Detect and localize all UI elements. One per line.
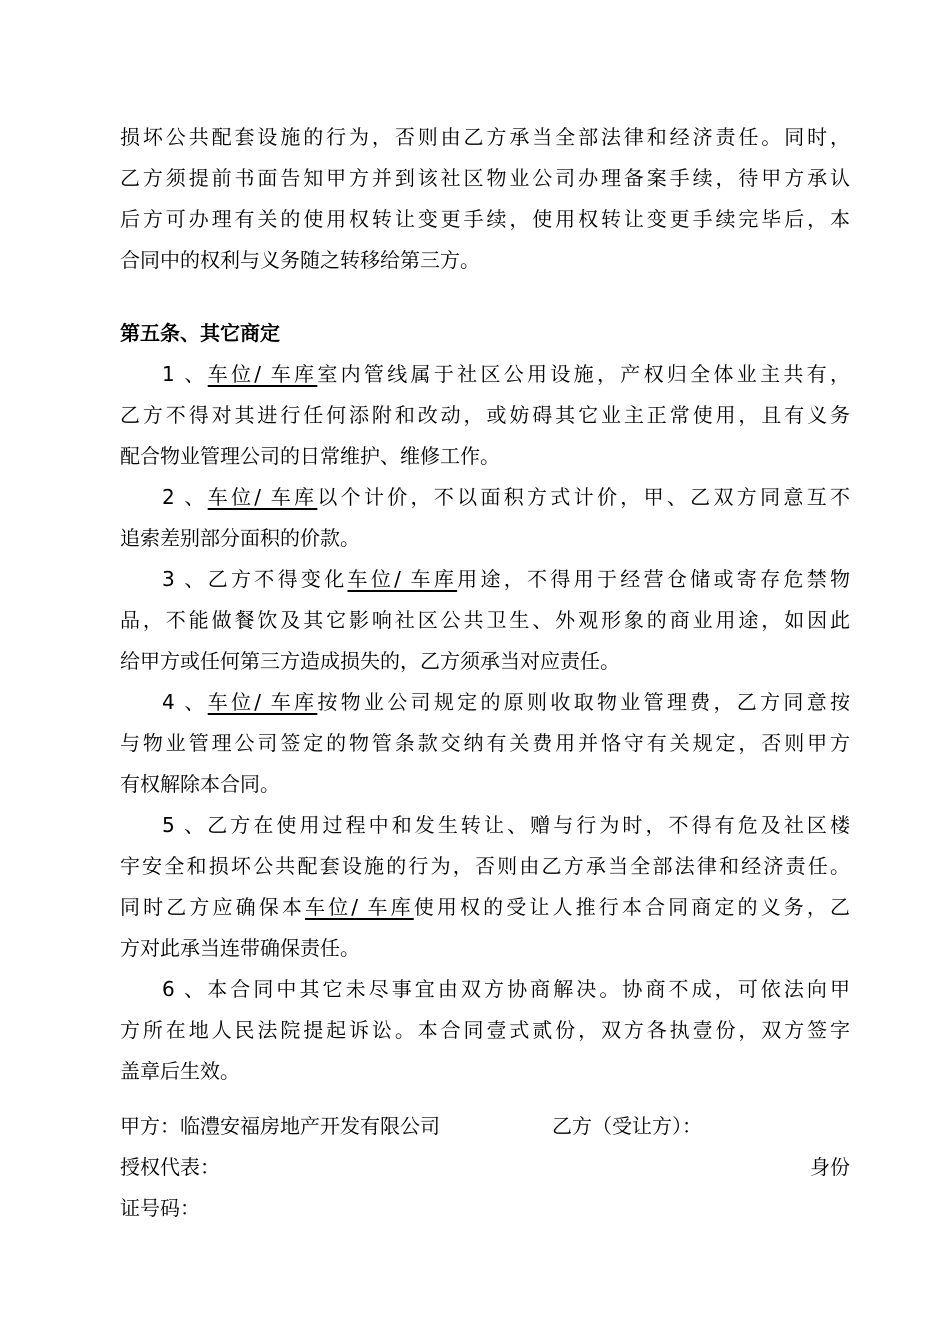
text-line	[120, 559, 850, 600]
clause-5	[120, 805, 850, 969]
garage-term: 车位/ 车库	[207, 690, 318, 714]
id-number-label: 证号码：	[120, 1196, 200, 1220]
party-a-label: 甲方：临澧安福房地产开发有限公司	[120, 1114, 440, 1138]
text-line: 宇安全和损坏公共配套设施的行为，否则由乙方承当全部法律和经济责任。	[120, 854, 850, 878]
text-line: 方所在地人民法院提起诉讼。本合同壹式贰份，双方各执壹份，双方签字	[120, 1018, 850, 1042]
text-line: 合同中的权利与义务随之转移给第三方。	[120, 248, 480, 272]
party-b-label: 乙方（受让方）：	[552, 1114, 702, 1138]
text-line: 后方可办理有关的使用权转让变更手续，使用权转让变更手续完毕后，本	[120, 207, 850, 231]
clause-1	[120, 354, 850, 477]
text-line	[120, 477, 850, 518]
garage-term: 车位/ 车库	[207, 362, 318, 386]
text-line: 品，不能做餐饮及其它影响社区公共卫生、外观形象的商业用途，如因此	[120, 608, 850, 632]
clause-text: 按物业公司规定的原则收取物业管理费，乙方同意按	[317, 690, 851, 714]
text-line: 与物业管理公司签定的物管条款交纳有关费用并恪守有关规定，否则甲方	[120, 731, 850, 755]
clause-3	[120, 559, 850, 682]
signature-row-parties	[120, 1106, 850, 1147]
text-line: 乙方须提前书面告知甲方并到该社区物业公司办理备案手续，待甲方承认	[120, 166, 850, 190]
section-five	[120, 313, 850, 1092]
clause-text: 同时乙方应确保本	[120, 895, 306, 919]
representative-label: 授权代表：	[120, 1155, 220, 1179]
text-line: 给甲方或任何第三方造成损失的，乙方须承当对应责任。	[120, 649, 620, 673]
garage-term: 车位/ 车库	[207, 485, 318, 509]
text-line: 配合物业管理公司的日常维护、维修工作。	[120, 444, 500, 468]
id-label: 身份	[810, 1155, 850, 1179]
clause-number: 1 、	[162, 362, 208, 386]
clause-number: 2 、	[162, 485, 208, 509]
clause-text: 以个计价，不以面积方式计价，甲、乙双方同意互不	[317, 485, 851, 509]
top-paragraph	[120, 117, 850, 281]
text-line: 5 、乙方在使用过程中和发生转让、赠与行为时，不得有危及社区楼	[162, 813, 850, 837]
text-line: 6 、本合同中其它未尽事宜由双方协商解决。协商不成，可依法向甲	[162, 977, 850, 1001]
clause-2	[120, 477, 850, 559]
clause-6	[120, 969, 850, 1092]
text-line: 方对此承当连带确保责任。	[120, 936, 360, 960]
garage-term: 车位/ 车库	[305, 895, 414, 919]
text-line: 损坏公共配套设施的行为，否则由乙方承当全部法律和经济责任。同时，	[120, 125, 850, 149]
text-line: 乙方不得对其进行任何添附和改动，或妨碍其它业主正常使用，且有义务	[120, 403, 850, 427]
signature-row-id	[120, 1188, 850, 1229]
text-line	[120, 682, 850, 723]
clause-text: 使用权的受让人推行本合同商定的义务，乙	[413, 895, 851, 919]
text-line: 追索差别部分面积的价款。	[120, 526, 360, 550]
garage-term: 车位/ 车库	[347, 567, 458, 591]
text-line: 盖章后生效。	[120, 1059, 240, 1083]
text-line	[120, 354, 850, 395]
clause-text: 用途，不得用于经营仓储或寄存危禁物	[457, 567, 850, 591]
text-line	[120, 887, 850, 928]
clause-text: 3 、乙方不得变化	[162, 567, 348, 591]
clause-number: 4 、	[162, 690, 208, 714]
clause-text: 室内管线属于社区公用设施，产权归全体业主共有，	[317, 362, 851, 386]
signature-row-representative	[120, 1147, 850, 1188]
clause-4	[120, 682, 850, 805]
text-line: 有权解除本合同。	[120, 772, 280, 796]
section-title: 第五条、其它商定	[120, 321, 280, 345]
